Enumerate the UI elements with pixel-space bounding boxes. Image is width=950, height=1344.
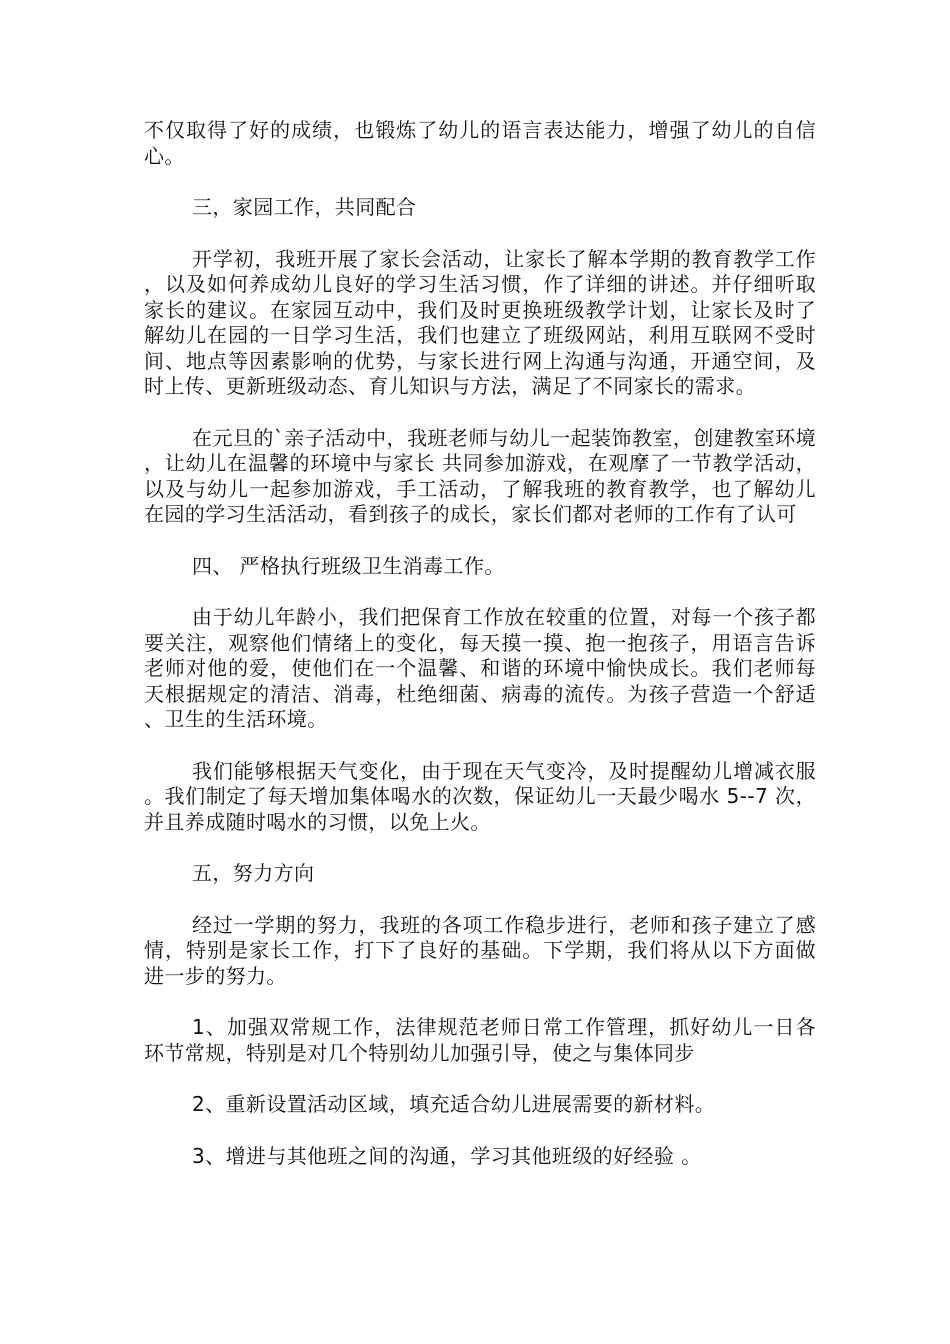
list-item-2: 2、重新设置活动区域，填充适合幼儿进展需要的新材料。: [192, 1092, 716, 1116]
paragraph-new-year-activity: 在元旦的`亲子活动中，我班老师与幼儿一起装饰教室，创建教室环境，让幼儿在温馨的环境中与家长 共同参加游戏，在观摩了一节教学活动，以及与幼儿一起参加游戏，手工活动，了解我班的教育教学，也了解幼儿在园的学习生活活动，看到孩子的成长，家长们都对老师的工作有了认可: [144, 425, 816, 526]
paragraph-parent-meeting: 开学初，我班开展了家长会活动，让家长了解本学期的教育教学工作，以及如何养成幼儿良好的学习生活习惯，作了详细的讲述。并仔细听取家长的建议。在家园互动中，我们及时更换班级教学计划，让家长及时了解幼儿在园的一日学习生活，我们也建立了班级网站，利用互联网不受时间、地点等因素影响的优势，与家长进行网上沟通与沟通，开通空间，及时上传、更新班级动态、育儿知识与方法，满足了不同家长的需求。: [144, 246, 816, 398]
paragraph-childcare: 由于幼儿年龄小，我们把保育工作放在较重的位置，对每一个孩子都要关注，观察他们情绪上的变化，每天摸一摸、抱一抱孩子，用语言告诉老师对他的爱，使他们在一个温馨、和谐的环境中愉快成长。我们老师每天根据规定的清洁、消毒，杜绝细菌、病毒的流传。为孩子营造一个舒适、卫生的生活环境。: [144, 605, 816, 731]
list-item-1: 1、加强双常规工作，法律规范老师日常工作管理，抓好幼儿一日各环节常规，特别是对几个特别幼儿加强引导，使之与集体同步: [144, 1015, 816, 1065]
paragraph-effort: 经过一学期的努力，我班的各项工作稳步进行，老师和孩子建立了感情，特别是家长工作，打下了良好的基础。下学期，我们将从以下方面做进一步的努力。: [144, 912, 816, 988]
paragraph-continuation: 不仅取得了好的成绩，也锻炼了幼儿的语言表达能力，增强了幼儿的自信心。: [144, 118, 816, 168]
section-heading-hygiene: 四、 严格执行班级卫生消毒工作。: [192, 553, 505, 578]
document-body: [144, 118, 816, 1195]
section-heading-direction: 五，努力方向: [192, 861, 315, 885]
section-heading-home-school: 三，家园工作，共同配合: [192, 195, 417, 219]
paragraph-weather: 我们能够根据天气变化，由于现在天气变冷，及时提醒幼儿增减衣服。我们制定了每天增加集体喝水的次数，保证幼儿一天最少喝水 5--7 次，并且养成随时喝水的习惯，以免上火。: [144, 758, 816, 834]
list-item-3: 3、增进与其他班之间的沟通，学习其他班级的好经验 。: [192, 1143, 702, 1168]
